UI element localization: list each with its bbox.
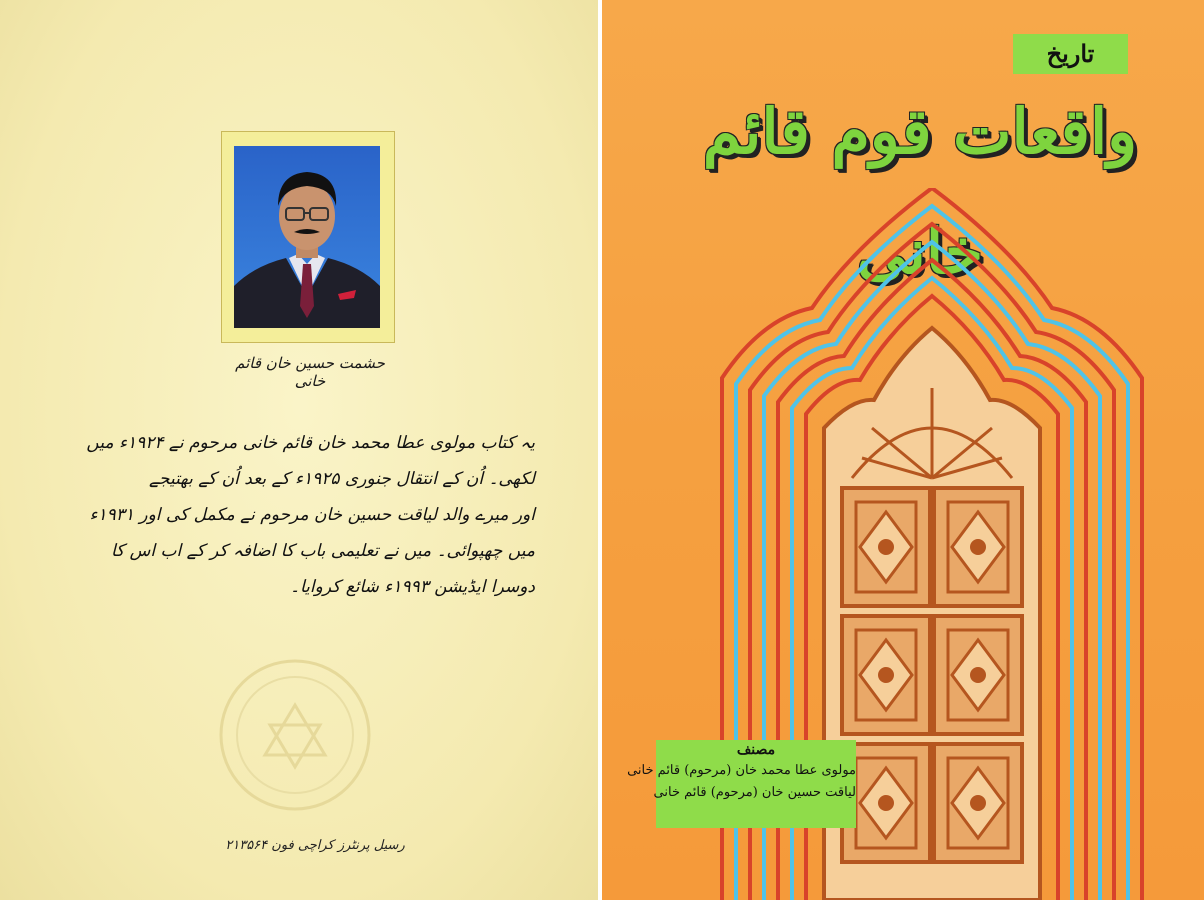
book-title: واقعات قوم قائم خانی xyxy=(702,95,1138,288)
tarikh-label: تاریخ xyxy=(1013,34,1128,74)
text-line: یہ کتاب مولوی عطا محمد خان قائم خانی مرحوم نے ۱۹۲۴ء میں xyxy=(86,433,535,453)
portrait-caption: حشمت حسین خان قائم خانی xyxy=(235,354,385,390)
back-cover xyxy=(0,0,600,900)
author-name: لیاقت حسین خان (مرحوم) قائم خانی xyxy=(653,785,856,800)
portrait-frame xyxy=(221,131,395,343)
embossed-seal-icon xyxy=(215,655,375,815)
portrait-photo xyxy=(234,146,380,328)
portrait-man-image xyxy=(234,146,380,328)
text-line: اور میرے والد لیاقت حسین خان مرحوم نے مکمل کی اور ۱۹۳۱ء xyxy=(89,505,535,525)
door-panels xyxy=(842,488,1022,862)
printer-footer: رسیل پرنٹرز کراچی فون ۲۱۳۵۶۴ xyxy=(225,838,405,853)
text-line: میں چھپوائی۔ میں نے تعلیمی باب کا اضافہ کر کے اب اس کا xyxy=(110,541,535,561)
text-line: لکھی۔ اُن کے انتقال جنوری ۱۹۲۵ء کے بعد اُن کے بھتیجے xyxy=(149,469,535,489)
authors-heading: مصنف xyxy=(736,742,776,758)
text-line: دوسرا ایڈیشن ۱۹۹۳ء شائع کروایا۔ xyxy=(290,577,535,597)
author-name: مولوی عطا محمد خان (مرحوم) قائم خانی xyxy=(627,763,856,778)
back-cover-text xyxy=(86,425,535,605)
authors-box xyxy=(627,740,856,828)
